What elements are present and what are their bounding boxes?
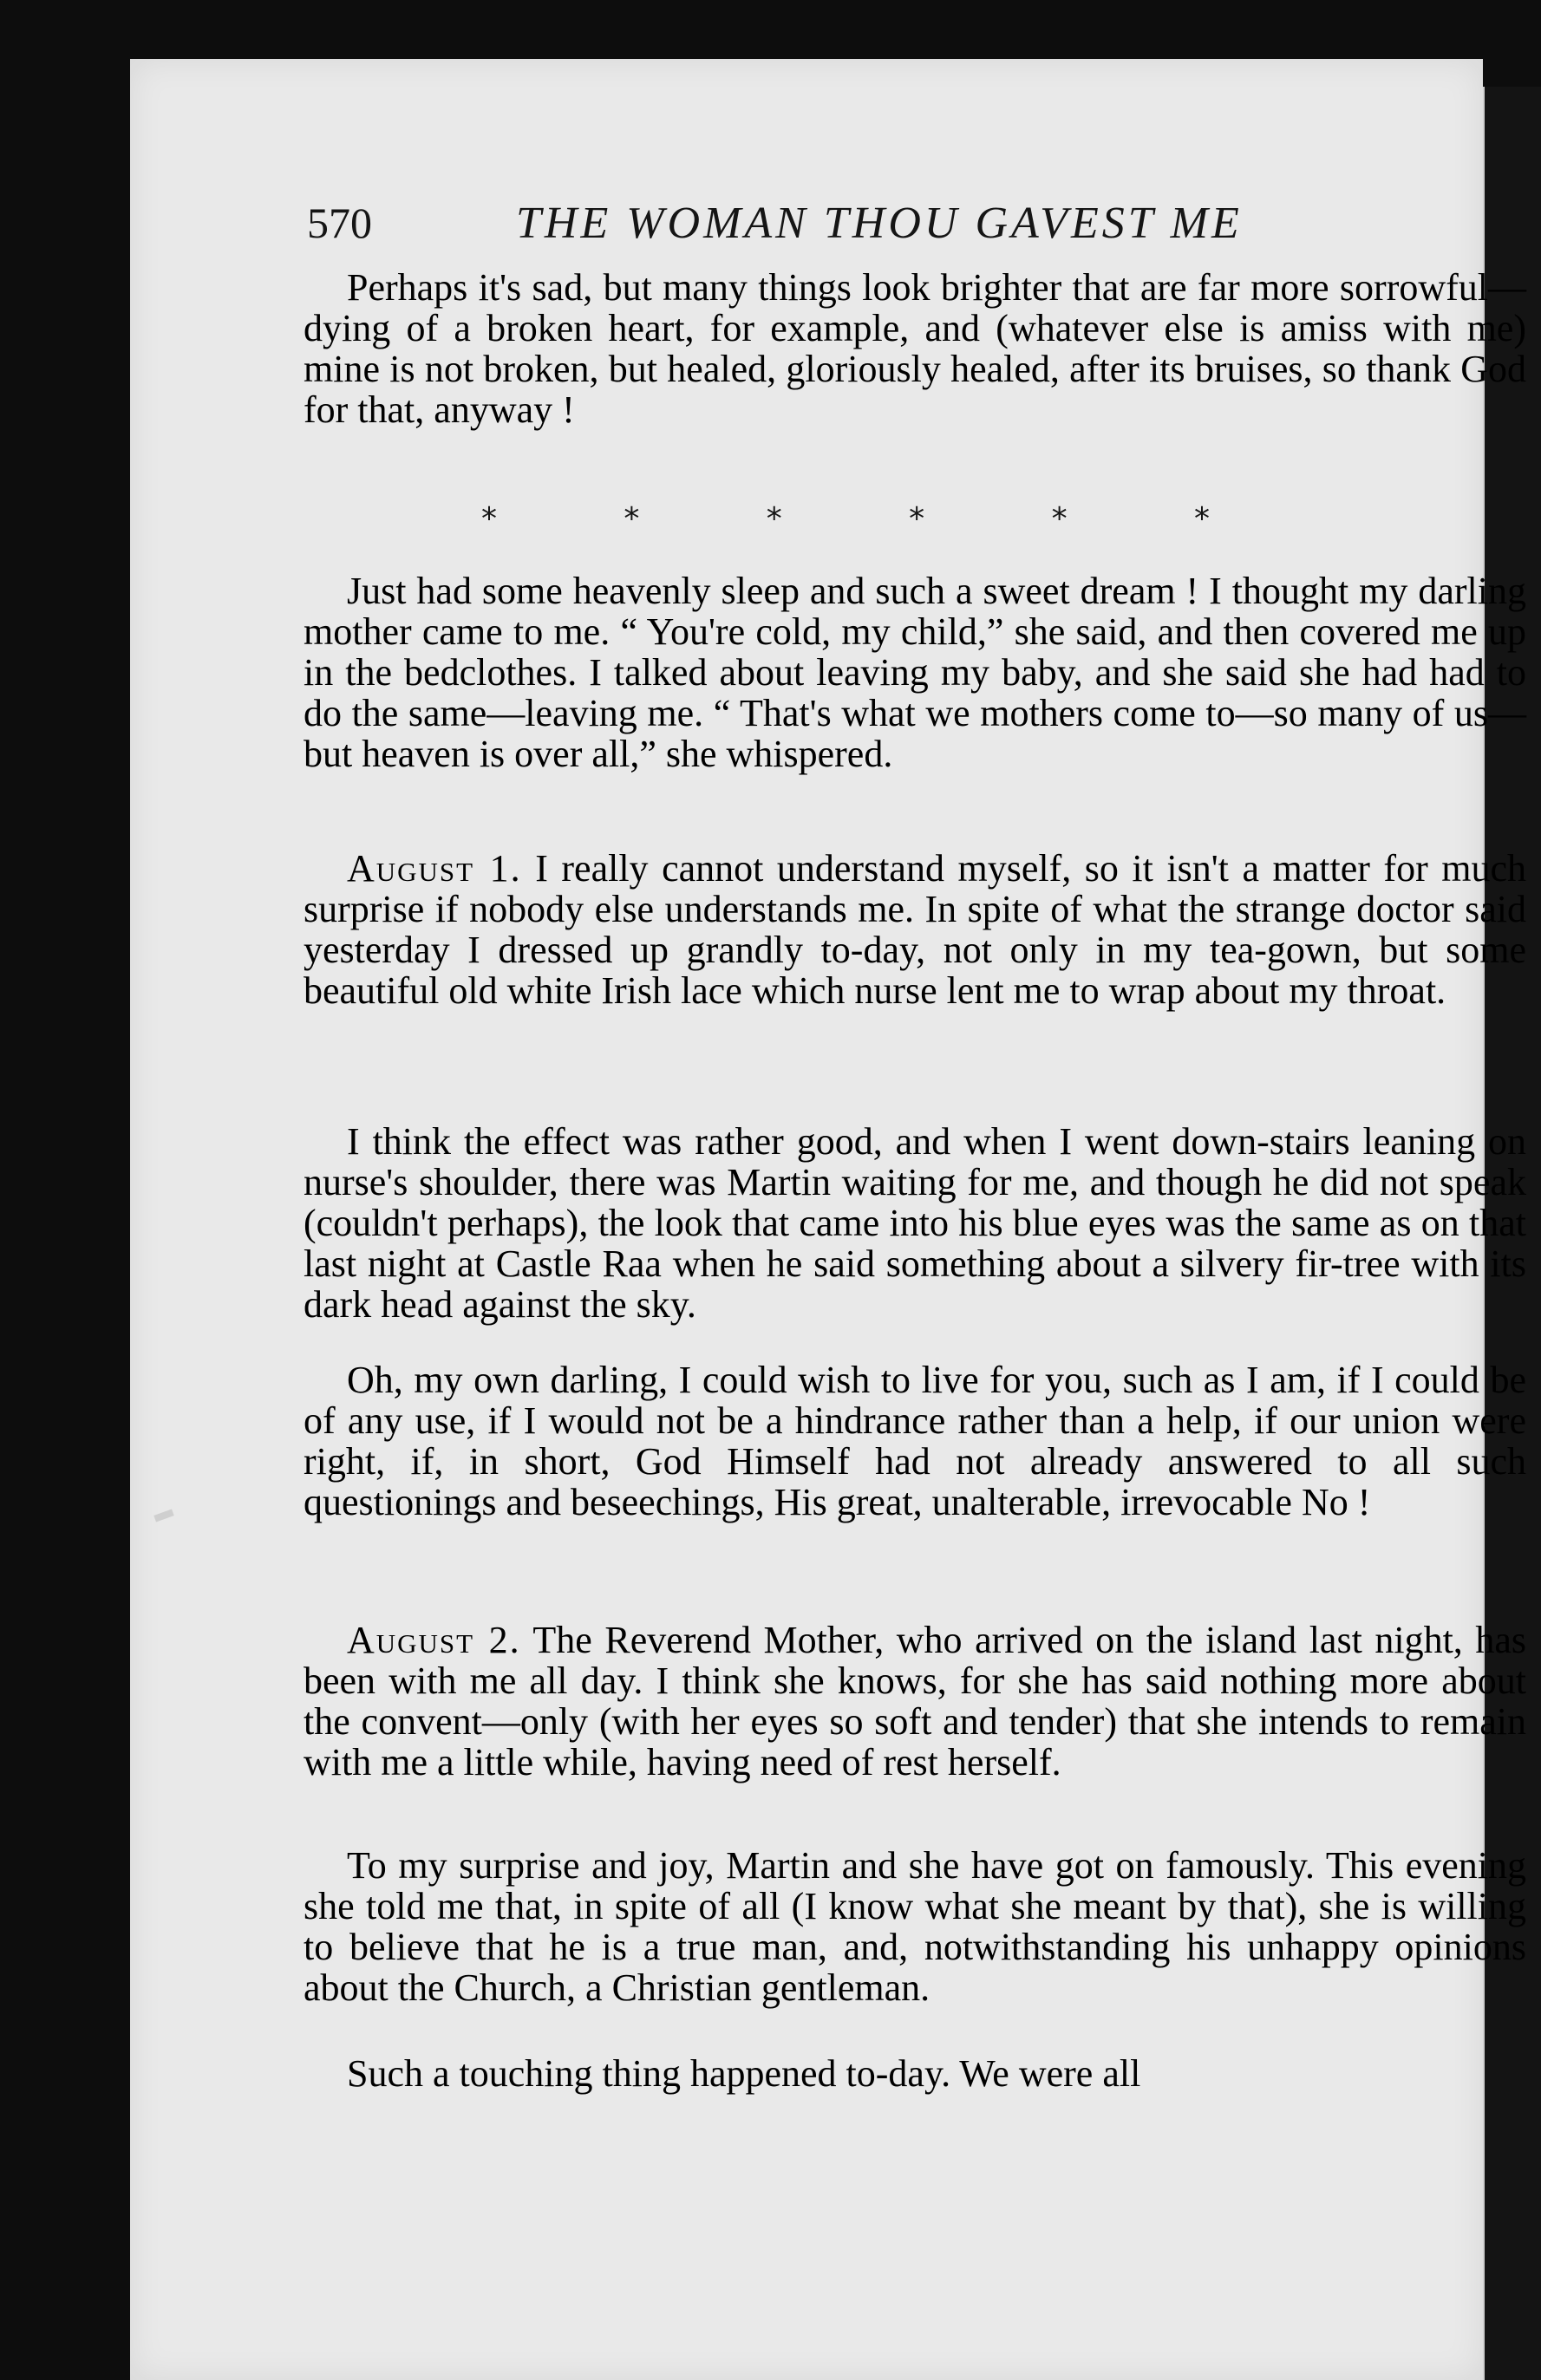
margin-mark xyxy=(153,1509,173,1522)
separator-star: * xyxy=(481,501,497,537)
page-number: 570 xyxy=(307,199,372,247)
paragraph-8: Such a touching thing happened to-day. We were all xyxy=(347,2052,1141,2095)
running-title: THE WOMAN THOU GAVEST ME xyxy=(516,199,1243,248)
paragraph-5: Oh, my own darling, I could wish to live for you, such as I am, if I could be of any use, if I would not be a hindrance rather than a help, if our union were right, if, in short, God Himself had not already answered to all such questionings and beseechings, His great, unalterable, irrevocable No ! xyxy=(304,1359,1526,1523)
paragraph-3-text: I really cannot understand myself, so it isn't a matter for much surprise if nobody else understands me. In spite of what the strange doctor said yesterday I dressed up grandly to-day, not only in my tea-gown, but some beautiful old white Irish lace which nurse lent me to wrap about my throat. xyxy=(304,847,1527,1012)
paragraph-1: Perhaps it's sad, but many things look brighter that are far more sorrowful—dying of a broken heart, for example, and (whatever else is amiss with me) mine is not broken, but healed, gloriously healed, after its bruises, so thank God for that, anyway ! xyxy=(304,266,1526,431)
book-page xyxy=(130,59,1527,2380)
paragraph-6 xyxy=(304,1620,1526,1783)
running-header xyxy=(173,198,1405,258)
paragraph-7: To my surprise and joy, Martin and she have got on famously. This evening she told me that, in spite of all (I know what she meant by that), she is willing to believe that he is a true man, and, notwithstanding his unhappy opinions about the Church, a Christian gentleman. xyxy=(304,1844,1526,2009)
paragraph-2: Just had some heavenly sleep and such a sweet dream ! I thought my darling mother came to me. “ You're cold, my child,” she said, and then covered me up in the bedclothes. I talked about leaving my baby, and she said she had had to do the same—leaving me. “ That's what we mothers come to—so many of us—but heaven is over all,” she whispered. xyxy=(304,570,1526,775)
separator-star: * xyxy=(1051,501,1068,537)
section-separator xyxy=(481,501,1210,544)
paragraph-4: I think the effect was rather good, and when I went down-stairs leaning on nurse's shoulder, there was Martin waiting for me, and though he did not speak (couldn't perhaps), the look that came into his blue eyes was the same as on that last night at Castle Raa when he said something about a silvery fir-tree with its dark head against the sky. xyxy=(304,1120,1526,1326)
date-heading: August 1. xyxy=(347,847,522,890)
date-heading: August 2. xyxy=(347,1619,521,1661)
separator-star: * xyxy=(909,501,925,537)
separator-star: * xyxy=(766,501,782,537)
paragraph-6-text: The Reverend Mother, who arrived on the island last night, has been with me all day. I think she knows, for she has said nothing more about the convent—only (with her eyes so soft and tender) that she intends to remain with me a little while, having need of rest herself. xyxy=(304,1619,1526,1783)
paragraph-3 xyxy=(304,848,1526,1011)
separator-star: * xyxy=(624,501,640,537)
separator-star: * xyxy=(1193,501,1210,537)
